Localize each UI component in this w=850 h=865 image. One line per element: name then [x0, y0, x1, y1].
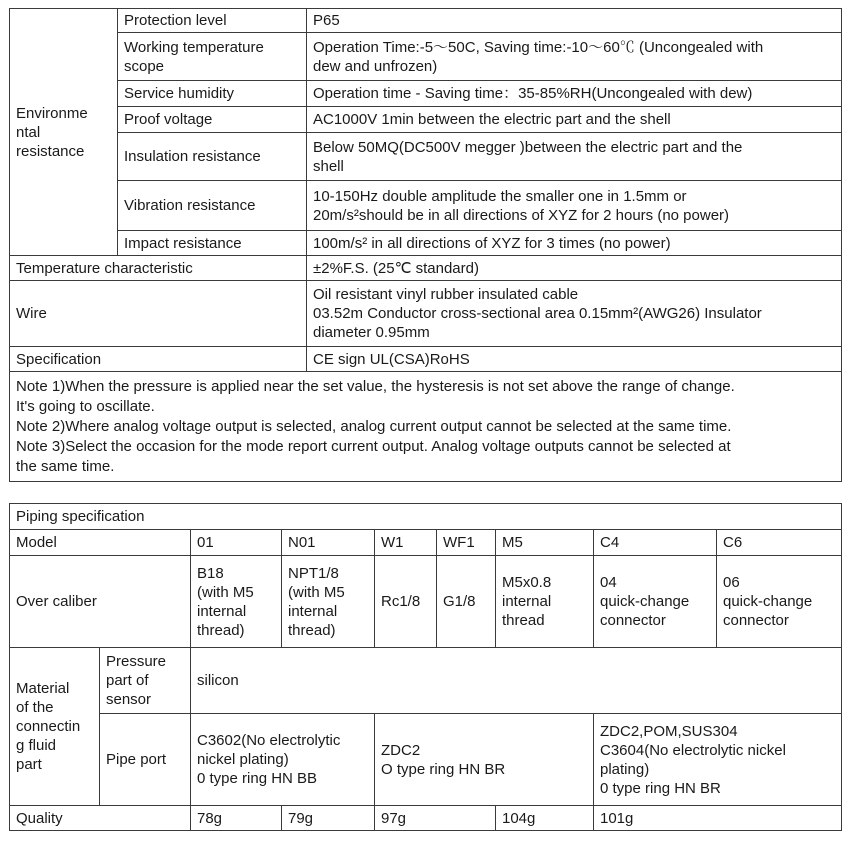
caliber-wf1: G1/8 [437, 556, 496, 648]
temperature-characteristic-label: Temperature characteristic [10, 256, 307, 281]
material-label: Material of the connectin g fluid part [10, 648, 100, 806]
model-w1: W1 [375, 530, 437, 556]
vibration-resistance-value: 10-150Hz double amplitude the smaller one in 1.5mm or 20m/s²should be in all directions of XYZ for 2 hours (no power) [307, 181, 842, 231]
model-label: Model [10, 530, 191, 556]
pipe-port-value-01-n01: C3602(No electrolytic nickel plating) 0 type ring HN BB [191, 714, 375, 806]
vibration-resistance-label: Vibration resistance [118, 181, 307, 231]
quality-c4-c6: 101g [594, 806, 842, 831]
temperature-characteristic-value: ±2%F.S. (25℃ standard) [307, 256, 842, 281]
model-m5: M5 [496, 530, 594, 556]
quality-w1-wf1: 97g [375, 806, 496, 831]
pipe-port-value-w1-wf1-m5: ZDC2 O type ring HN BR [375, 714, 594, 806]
wire-value: Oil resistant vinyl rubber insulated cable 03.52m Conductor cross-sectional area 0.15mm²(AWG26) Insulator diameter 0.95mm [307, 281, 842, 347]
quality-label: Quality [10, 806, 191, 831]
model-c4: C4 [594, 530, 717, 556]
caliber-m5: M5x0.8 internal thread [496, 556, 594, 648]
protection-level-label: Protection level [118, 9, 307, 33]
proof-voltage-value: AC1000V 1min between the electric part and the shell [307, 107, 842, 133]
wire-label: Wire [10, 281, 307, 347]
insulation-resistance-value: Below 50MQ(DC500V megger )between the electric part and the shell [307, 133, 842, 181]
specification-label: Specification [10, 347, 307, 372]
model-wf1: WF1 [437, 530, 496, 556]
insulation-resistance-label: Insulation resistance [118, 133, 307, 181]
piping-specification-title: Piping specification [10, 504, 842, 530]
over-caliber-label: Over caliber [10, 556, 191, 648]
model-n01: N01 [282, 530, 375, 556]
pressure-part-label: Pressure part of sensor [100, 648, 191, 714]
specification-value: CE sign UL(CSA)RoHS [307, 347, 842, 372]
service-humidity-value: Operation time - Saving time：35-85%RH(Uncongealed with dew) [307, 81, 842, 107]
caliber-c4: 04 quick-change connector [594, 556, 717, 648]
working-temperature-label: Working temperature scope [118, 33, 307, 81]
protection-level-value: P65 [307, 9, 842, 33]
caliber-w1: Rc1/8 [375, 556, 437, 648]
proof-voltage-label: Proof voltage [118, 107, 307, 133]
caliber-n01: NPT1/8 (with M5 internal thread) [282, 556, 375, 648]
caliber-01: B18 (with M5 internal thread) [191, 556, 282, 648]
impact-resistance-value: 100m/s² in all directions of XYZ for 3 times (no power) [307, 231, 842, 256]
pipe-port-label: Pipe port [100, 714, 191, 806]
caliber-c6: 06 quick-change connector [717, 556, 842, 648]
service-humidity-label: Service humidity [118, 81, 307, 107]
quality-01: 78g [191, 806, 282, 831]
working-temperature-value: Operation Time:-5～50C, Saving time:-10～60℃ (Uncongealed with dew and unfrozen) [307, 33, 842, 81]
quality-n01: 79g [282, 806, 375, 831]
quality-m5: 104g [496, 806, 594, 831]
model-01: 01 [191, 530, 282, 556]
notes: Note 1)When the pressure is applied near the set value, the hysteresis is not set above the range of change. It's going to oscillate. Note 2)Where analog voltage output is selected, analog current output cannot be selected at the same time. Note 3)Select the occasion for the mode report current output. Analog voltage outputs cannot be selected at the same time. [10, 372, 842, 482]
impact-resistance-label: Impact resistance [118, 231, 307, 256]
model-c6: C6 [717, 530, 842, 556]
piping-specification-table [9, 503, 842, 831]
specifications-table [9, 8, 842, 482]
pressure-part-value: silicon [191, 648, 842, 714]
pipe-port-value-c4-c6: ZDC2,POM,SUS304 C3604(No electrolytic nickel plating) 0 type ring HN BR [594, 714, 842, 806]
environmental-resistance-label: Environme ntal resistance [10, 9, 118, 256]
